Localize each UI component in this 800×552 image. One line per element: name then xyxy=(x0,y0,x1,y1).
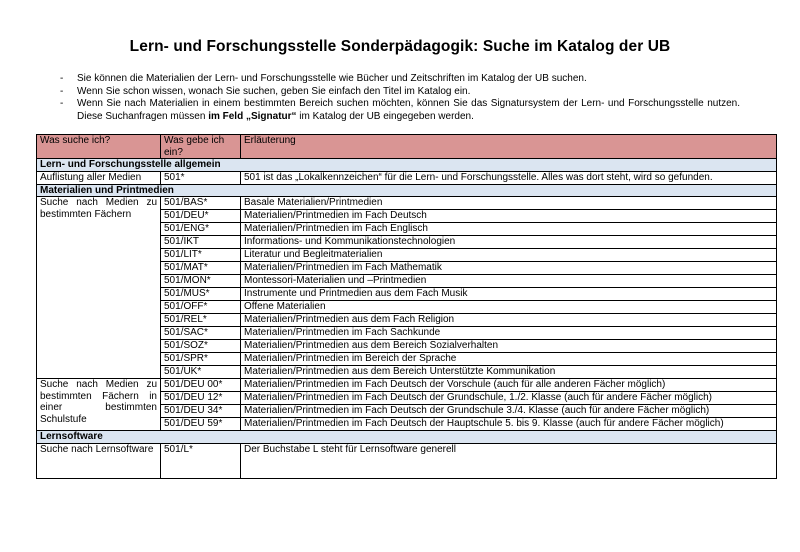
cell-explanation: Basale Materialien/Printmedien xyxy=(241,197,777,210)
cell-code: 501* xyxy=(161,171,241,184)
cell-what: Auflistung aller Medien xyxy=(37,171,161,184)
cell-code: 501/DEU 34* xyxy=(161,405,241,418)
cell-what: Suche nach Medien zu bestimmten Fächern in einer bestimmten Schulstufe xyxy=(37,379,161,431)
cell-code: 501/BAS* xyxy=(161,197,241,210)
instruction-text: Wenn Sie nach Materialien in einem bestimmten Bereich suchen möchten, können Sie das Signatursystem der Lern- und Forschungsstelle nutzen. Diese Suchanfragen müssen xyxy=(77,98,740,122)
cell-explanation: Instrumente und Printmedien aus dem Fach Musik xyxy=(241,288,777,301)
cell-explanation: Materialien/Printmedien im Fach Sachkunde xyxy=(241,327,777,340)
section-row xyxy=(37,431,777,444)
cell-what: Suche nach Lernsoftware xyxy=(37,443,161,478)
cell-explanation: Materialien/Printmedien im Fach Mathematik xyxy=(241,262,777,275)
cell-code: 501/SPR* xyxy=(161,353,241,366)
instruction-text: Wenn Sie schon wissen, wonach Sie suchen, geben Sie einfach den Titel im Katalog ein. xyxy=(77,85,471,97)
cell-what: Suche nach Medien zu bestimmten Fächern xyxy=(37,197,161,379)
cell-code: 501/MUS* xyxy=(161,288,241,301)
column-header-input: Was gebe ich ein? xyxy=(161,135,241,159)
section-title: Materialien und Printmedien xyxy=(37,184,777,197)
cell-explanation: Materialien/Printmedien im Fach Deutsch der Vorschule (auch für alle anderen Fächer möglich) xyxy=(241,379,777,392)
cell-code: 501/MON* xyxy=(161,275,241,288)
cell-code: 501/DEU 59* xyxy=(161,418,241,431)
cell-code: 501/UK* xyxy=(161,366,241,379)
cell-code: 501/IKT xyxy=(161,236,241,249)
cell-explanation: Materialien/Printmedien im Fach Deutsch xyxy=(241,210,777,223)
cell-explanation: Materialien/Printmedien im Fach Englisch xyxy=(241,223,777,236)
cell-explanation: Materialien/Printmedien aus dem Bereich Sozialverhalten xyxy=(241,340,777,353)
section-title: Lern- und Forschungsstelle allgemein xyxy=(37,159,777,172)
cell-code: 501/L* xyxy=(161,443,241,478)
cell-code: 501/SOZ* xyxy=(161,340,241,353)
cell-code: 501/DEU 00* xyxy=(161,379,241,392)
cell-explanation: Materialien/Printmedien im Fach Deutsch der Grundschule, 1./2. Klasse (auch für andere Fächer möglich) xyxy=(241,392,777,405)
column-header-explanation: Erläuterung xyxy=(241,135,777,159)
table-row xyxy=(37,171,777,184)
table-header-row xyxy=(37,135,777,159)
instruction-text: Sie können die Materialien der Lern- und Forschungsstelle wie Bücher und Zeitschriften im Katalog der UB suchen. xyxy=(77,73,587,84)
cell-explanation: Literatur und Begleitmaterialien xyxy=(241,249,777,262)
cell-explanation: Materialien/Printmedien im Bereich der Sprache xyxy=(241,353,777,366)
cell-code: 501/DEU 12* xyxy=(161,392,241,405)
section-row xyxy=(37,159,777,172)
bullet-dash: - xyxy=(60,73,64,84)
table-row xyxy=(37,379,777,392)
cell-explanation: Materialien/Printmedien aus dem Bereich Unterstützte Kommunikation xyxy=(241,366,777,379)
instruction-item xyxy=(60,73,740,86)
cell-explanation: Materialien/Printmedien aus dem Fach Religion xyxy=(241,314,777,327)
instruction-bold-text: im Feld „Signatur“ xyxy=(208,110,297,122)
cell-explanation: 501 ist das „Lokalkennzeichen“ für die Lern- und Forschungsstelle. Alles was dort steht, wird so gefunden. xyxy=(241,171,777,184)
cell-code: 501/LIT* xyxy=(161,249,241,262)
instruction-item xyxy=(60,98,740,123)
page-title: Lern- und Forschungsstelle Sonderpädagogik: Suche im Katalog der UB xyxy=(129,38,671,55)
instruction-item xyxy=(60,86,740,99)
column-header-what: Was suche ich? xyxy=(37,135,161,159)
cell-explanation: Informations- und Kommunikationstechnologien xyxy=(241,236,777,249)
cell-explanation: Materialien/Printmedien im Fach Deutsch der Grundschule 3./4. Klasse (auch für andere Fächer möglich) xyxy=(241,405,777,418)
instruction-list xyxy=(60,73,740,123)
cell-explanation: Der Buchstabe L steht für Lernsoftware generell xyxy=(241,443,777,478)
cell-code: 501/SAC* xyxy=(161,327,241,340)
instruction-text: im Katalog der UB eingegeben werden. xyxy=(296,110,474,122)
table-row xyxy=(37,197,777,210)
cell-explanation: Offene Materialien xyxy=(241,301,777,314)
cell-explanation: Montessori-Materialien und –Printmedien xyxy=(241,275,777,288)
cell-code: 501/OFF* xyxy=(161,301,241,314)
cell-code: 501/REL* xyxy=(161,314,241,327)
table-row xyxy=(37,443,777,478)
cell-code: 501/MAT* xyxy=(161,262,241,275)
cell-explanation: Materialien/Printmedien im Fach Deutsch der Hauptschule 5. bis 9. Klasse (auch für andere Fächer möglich) xyxy=(241,418,777,431)
section-row xyxy=(37,184,777,197)
bullet-dash: - xyxy=(60,98,64,110)
cell-code: 501/DEU* xyxy=(161,210,241,223)
signature-table xyxy=(36,134,777,479)
section-title: Lernsoftware xyxy=(37,431,777,444)
cell-code: 501/ENG* xyxy=(161,223,241,236)
bullet-dash: - xyxy=(60,85,64,97)
